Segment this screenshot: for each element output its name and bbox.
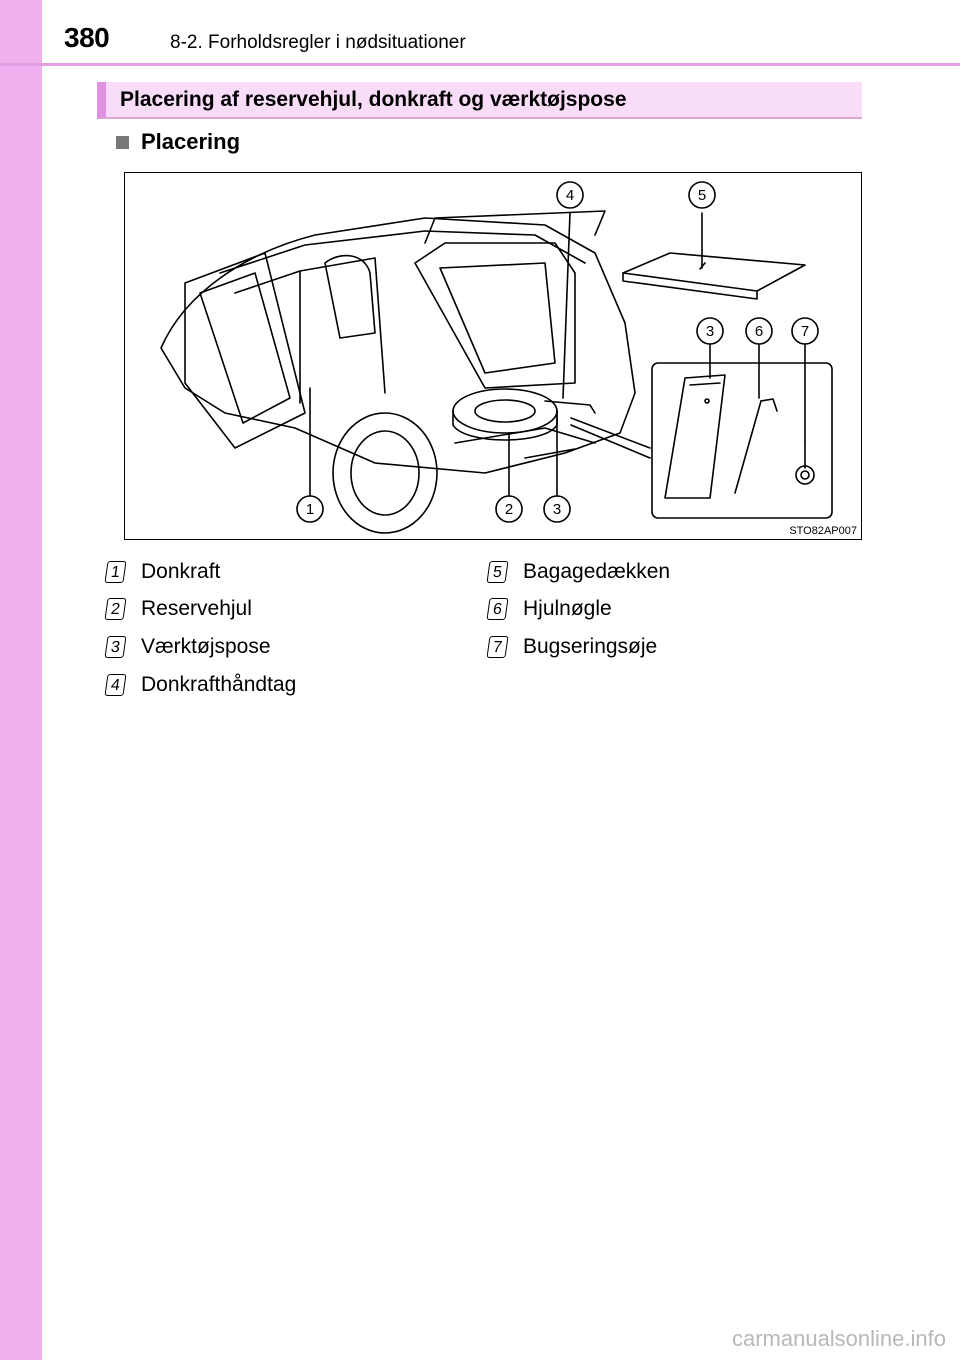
subheading [116,129,240,155]
car-illustration [124,172,862,540]
watermark: carmanualsonline.info [731,1326,946,1351]
chapter-title: 8-2. Forholdsregler i nødsituationer [170,32,466,53]
number-7-icon: 7 [486,636,508,658]
legend-item [106,560,220,584]
number-5-icon: 5 [486,561,508,583]
callout-label: 1 [305,501,315,518]
callout-label: 3 [552,501,562,518]
callout-label: 2 [504,501,514,518]
number-3-icon: 3 [104,636,126,658]
page-number: 380 [64,22,110,53]
number-4-icon: 4 [104,674,126,696]
subheading-text: Placering [141,129,241,154]
legend-item [488,560,670,584]
legend-item [106,597,252,621]
legend-item [106,635,271,659]
header-rule [0,63,960,66]
section-header [97,82,862,119]
section-title: Placering af reservehjul, donkraft og værktøjspose [120,88,627,111]
square-bullet-icon [116,136,129,149]
legend-item [488,597,612,621]
number-1-icon: 1 [104,561,126,583]
car-drawing [125,173,863,541]
legend-label: Hjulnøgle [523,597,612,620]
legend-label: Donkrafthåndtag [141,673,297,696]
legend-label: Reservehjul [141,597,252,620]
number-6-icon: 6 [486,598,508,620]
legend-item [106,673,296,697]
side-color-band [0,0,42,1360]
legend-label: Bugseringsøje [523,635,658,658]
legend-label: Værktøjspose [141,635,271,658]
callout-label: 4 [565,187,575,204]
callout-label: 3 [705,323,715,340]
callout-label: 7 [800,323,810,340]
legend-label: Bagagedækken [523,560,671,583]
legend-label: Donkraft [141,560,221,583]
figure-code: STO82AP007 [789,525,857,537]
number-2-icon: 2 [104,598,126,620]
callout-label: 6 [754,323,764,340]
callout-label: 5 [697,187,707,204]
legend-item [488,635,657,659]
